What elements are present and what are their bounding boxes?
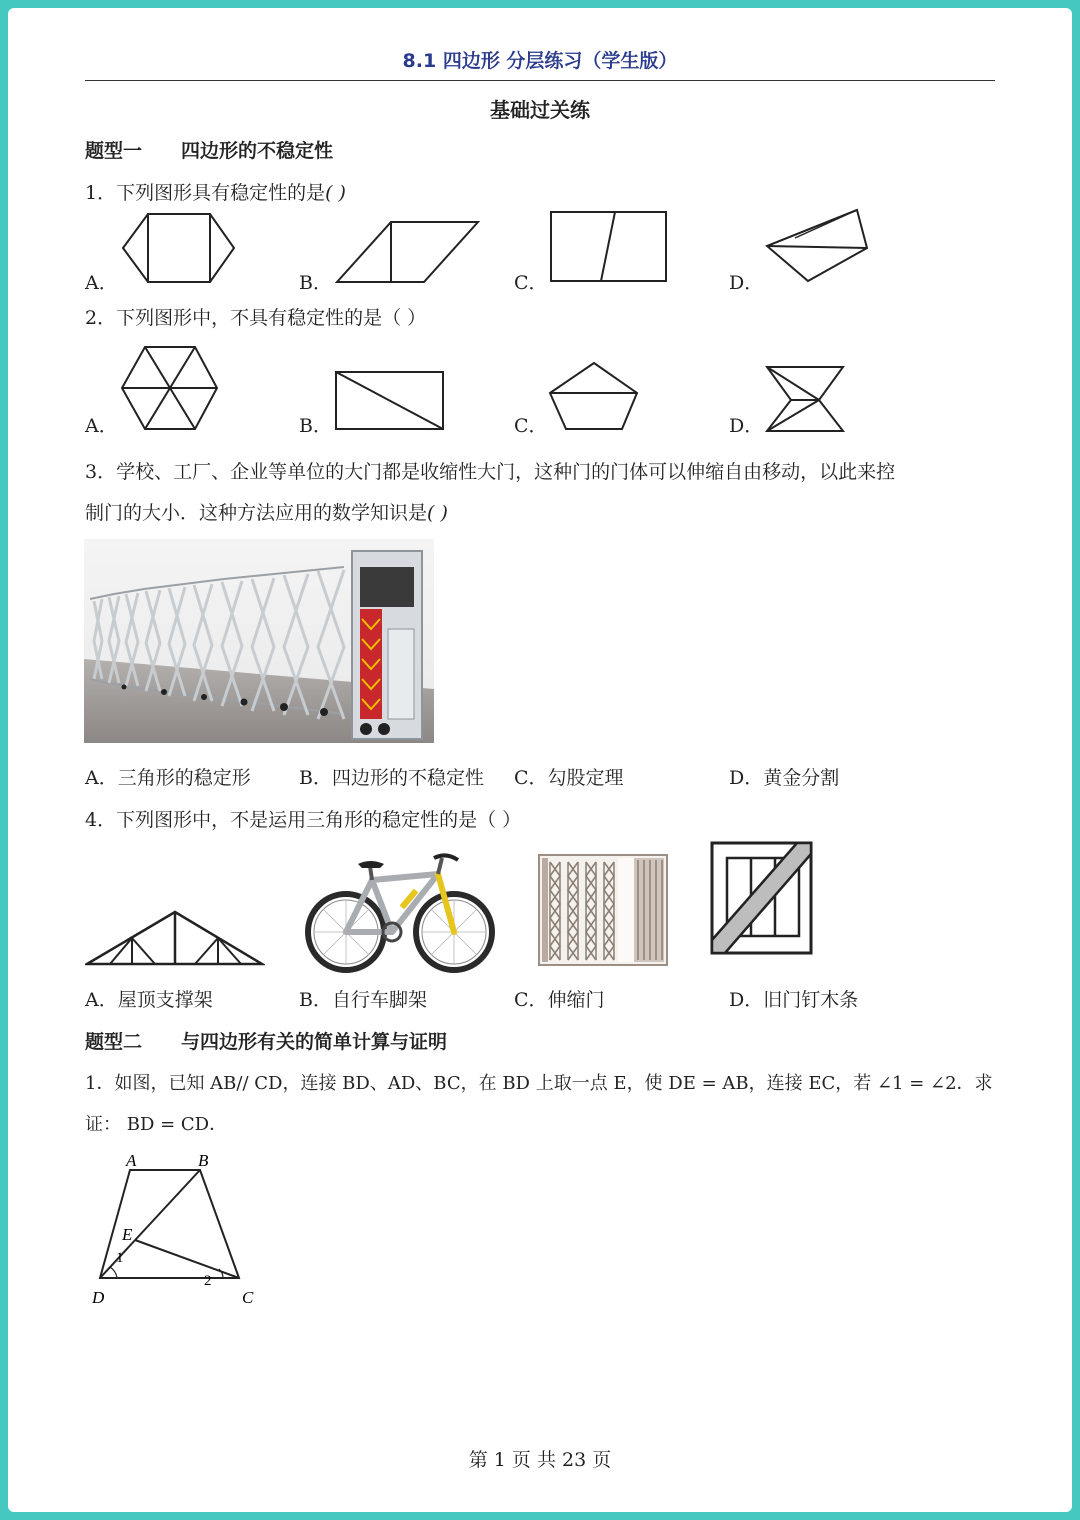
q2-text: 下列图形中，不具有稳定性的是（ ）	[116, 307, 427, 329]
q1-figure-a	[120, 210, 238, 286]
q1-figure-d	[765, 208, 870, 284]
q3-option-b: B．四边形的不稳定性	[299, 767, 484, 789]
q2-option-b-label: B．	[299, 415, 332, 437]
q4-option-c: C．伸缩门	[514, 989, 605, 1011]
q4-option-b: B．自行车脚架	[299, 989, 427, 1011]
section-title: 基础过关练	[490, 98, 590, 122]
q2-option-a-label: A．	[85, 415, 118, 437]
q1-option-a-label: A．	[85, 272, 118, 294]
q1-option-d-label: D．	[729, 272, 764, 294]
type2-name: 与四边形有关的简单计算与证明	[181, 1031, 448, 1053]
q4-stem	[85, 805, 521, 832]
angle-1-label: 1	[116, 1250, 124, 1266]
q3-option-d: D．黄金分割	[729, 767, 840, 789]
vertex-b-label: B	[198, 1151, 209, 1170]
angle-2-label: 2	[204, 1273, 212, 1289]
q3-option-c: C．勾股定理	[514, 767, 624, 789]
q2-option-c-label: C．	[514, 415, 548, 437]
q2-figure-b	[334, 370, 446, 432]
q4-folding-door-photo	[538, 854, 668, 966]
q4-option-a: A．屋顶支撑架	[85, 989, 213, 1011]
q4-number: 4．	[85, 809, 117, 831]
q1-option-c-label: C．	[514, 272, 548, 294]
q1-paren: ( )	[325, 182, 346, 204]
type2-q1-line2: 证： BD = CD．	[85, 1114, 228, 1135]
type2-q1-line1: 1．如图，已知 AB// CD，连接 BD、AD、BC，在 BD 上取一点 E，使 DE = AB，连接 EC，若 ∠1 = ∠2．求	[85, 1073, 993, 1094]
q3-text-line2: 制门的大小．这种方法应用的数学知识是	[85, 502, 428, 524]
q4-bicycle-photo	[302, 848, 500, 978]
q1-text: 下列图形具有稳定性的是	[116, 182, 326, 204]
q4-roof-truss-figure	[85, 908, 265, 968]
q1-number: 1．	[85, 182, 117, 204]
q1-figure-b	[335, 220, 481, 284]
type1-label: 题型一	[85, 140, 143, 162]
q3-option-a: A．三角形的稳定形	[85, 767, 251, 789]
q4-old-door-figure	[709, 840, 815, 956]
q4-option-d: D．旧门钉木条	[729, 989, 859, 1011]
type2-label: 题型二	[85, 1031, 143, 1053]
q2-figure-a	[120, 344, 220, 432]
document-title: 8.1 四边形 分层练习（学生版）	[402, 50, 678, 72]
q3-stem-line1	[85, 457, 895, 484]
vertex-c-label: C	[242, 1288, 254, 1306]
q2-number: 2．	[85, 307, 117, 329]
q3-paren: ( )	[427, 502, 448, 524]
type1-name: 四边形的不稳定性	[181, 140, 334, 162]
q3-text-line1: 学校、工厂、企业等单位的大门都是收缩性大门，这种门的门体可以伸缩自由移动，以此来控	[116, 461, 896, 483]
q2-option-d-label: D．	[729, 415, 764, 437]
q3-stem-line2	[85, 498, 448, 525]
q2-figure-c	[548, 360, 640, 432]
document-page	[8, 8, 1072, 1512]
trapezoid-figure	[80, 1148, 260, 1306]
page-footer: 第 1 页 共 23 页	[468, 1449, 612, 1471]
q1-stem	[85, 178, 346, 205]
q2-figure-d	[764, 364, 846, 434]
vertex-e-label: E	[122, 1225, 133, 1244]
q3-number: 3．	[85, 461, 117, 483]
q1-figure-c	[549, 210, 669, 284]
retractable-gate-photo	[84, 539, 434, 743]
q1-option-b-label: B．	[299, 272, 332, 294]
q4-text: 下列图形中，不是运用三角形的稳定性的是（ ）	[116, 809, 522, 831]
vertex-d-label: D	[92, 1288, 105, 1306]
q2-stem	[85, 303, 426, 330]
header-divider	[85, 80, 995, 81]
vertex-a-label: A	[126, 1151, 137, 1170]
